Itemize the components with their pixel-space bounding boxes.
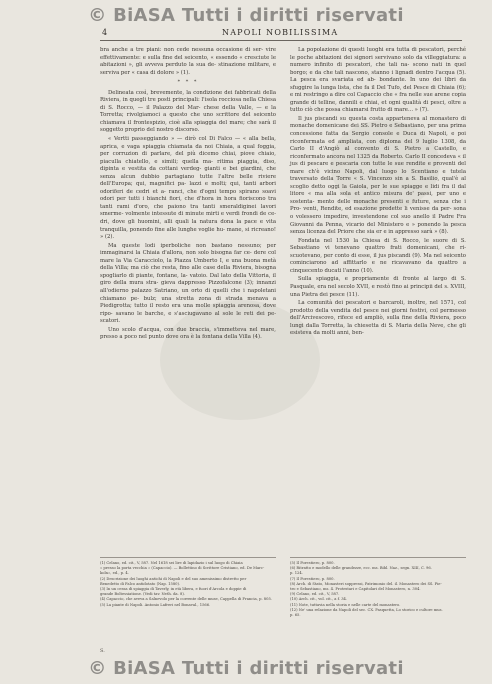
right-text-column xyxy=(290,47,466,339)
paragraph: « Vertti passeggiando » — dirò col Di Falco — « alla bella, aprica, e vaga spiaggia chiamata da noi Chiaia, a qual foggia, per corruzion di parlare, del più dicemo chiai, piove chiaio, piaculla chiatello, e simili; quella ma- ritima piaggia, diso, dipinta e vestita da cottani verdeg- gianti e bei giardini, che senza alcun dubbio partagiano tutte l'altre belle riviere dell'Europa; qui, magnifici pa- lazzi e molti; qui, tanti arbori odoriferi de cedri et a- ranci, che d'ogni tempo spirano soavi odori per tutti i bianchi fiori, che d'hora in hora fioriscono tra tanti rami d'oro, che paiono tra tanti smeraldiginei lavori smerme- volmente intessute di minute mirti e verdi frondi de ce- dri, dove gli huomini, alli quali la natura dona la pace e vita tranquilla, ponendo fine alle lunghe voglie hu- mane, si ricreano! » (2). xyxy=(100,136,276,241)
paragraph: La popolazione di questi luoghi era tutta di pescatori, perché le poche abitazioni dei signori servivano solo da villeggiatura: a numero infinito di pescatori, che tali na- scono nati in quel borgo; e da che tali nascono, stanno i lignadi dentro l'acqua (5). La pesca era svariata ed ab- bondante. In uno dei libri da sfuggire la lunga lista, che fa il Del Tufo, del Pesce di Chiaia (6); e mi restringo a dire col Capaccio che « fra nelle sue arene copia grande di telline, dannili e chiai, et ogni qualità di pesci, oltre a tutto ciò che possa chiamarsi frutto di mare... » (7). xyxy=(290,47,466,114)
paragraph: bra anche a tre piani: non cede nessuna occasione di ser- vire effettivamente: e sulla fine del seicento, « essendo « cresciute le abitazioni », gli avveva perduto la sua de- stinazione militare, e serviva per « casa di dolore » (1). xyxy=(100,47,276,76)
paragraph: Uno scolo d'acqua, con due braccia, s'immetteva nel mare, presso a poco nel punto dove ora è la fontana della Villa (4). xyxy=(100,326,276,341)
signature-mark: S. xyxy=(100,648,105,654)
watermark-top: © BiASA Tutti i diritti riservati xyxy=(88,5,404,26)
footnote-line: (12) Ne' una relazione da Napoli del sec. CX. Pasquetta, Lo storico e cultore mus. xyxy=(290,607,443,612)
footnote-line: (4) Capaccio, che aveva a Salnevolo per la corrente delle muse, Cappella di Francia, p. 805. xyxy=(100,597,273,602)
watermark-bottom: © BiASA Tutti i diritti riservati xyxy=(88,658,404,679)
paragraph: La comunità dei pescatori e barcaroli, inoltre, nel 1571, col prodotto della vendita del pesce nei giorni festivi, col permesso dell'Arcivescovo, rifece ed ampliò, sulla fine della Riviera, poco lungi dalla Torretta, la chiesetta di S. Maria della Neve, che gli esisteva da molti anni, ben- xyxy=(290,300,466,337)
footnote-line: (3) In un cessa di spiaggia di Taverly, in età libera, e fuori d'Arcola e doppie di xyxy=(100,587,247,592)
paragraph: Delineata così, brevemente, la condizione dei fabbricati della Riviera, in quegli tre posti principali: l'isola rocciosa nella Chiesa di S. Rocco, — il Palazzo del Mar- chese della Valle, — e la Torretta; rivolgiamoci a questo che uno scrittore del seicento chiamava il frontespizio, cioè alla spiaggia del mare; che sarà il soggetto proprio del nostro discorso. xyxy=(100,89,276,134)
paragraph: Fondata nel 1530 la Chiesa di S. Rocco, le suore di S. Sebastiano vi tenevano quattro frati domenicani, che ri- scuotevano, per conto di esse, il jus piscandi (9). Ma nel seicento cominciarono ad affittarlo e ne ricavavano da quattro a cinquecento ducati l'anno (10). xyxy=(290,237,466,274)
paragraph: Sulla spiaggia, e propriamente di fronte al largo di S. Pasquale, era nel secolo XVII, e restò fino ai principii del s. XVIII, una Pietra dei pesce (11). xyxy=(290,276,466,298)
paragraph: Ma queste lodi iperboliche non bastano nessuno; per immaginarsi la Chiaia d'allora, non solo bisogna far ce- dere col mare la Via Caracciolo, la Piazza Umberto I, e una buona metà della Villa; ma ciò che resta, fino alle case della Riviera, bisogna spogliarlo di piante, fontane, la- vatoio. Dal lato della Vittoria, il giro della mura stra- gieva dappresso Pizzofalcone (3); innanzi all'odierno palazzo Satriano, un orto di quelli che i napoletani chiamano pe- bulz; una stretta zona di strada menava a Piedigrotta; tutto il resto era una molle spiaggia arenosa, dove ripo- savano le barche, e s'asciugavano al sole le reti dei pe- scatori. xyxy=(100,242,276,325)
page-number: 4 xyxy=(102,28,108,37)
footnote-line: (8) Arch. di Stato, Monasteri soppressi, Patrimonio del. il. Monastero dei SS. Pie- xyxy=(290,581,442,586)
footnote-line: (2) Descrizione dei luoghi antichi di Napoli e del suo amenissimo distretto per xyxy=(100,576,247,581)
footnote-line: (9) Celano, ed. cit., V, 587. xyxy=(290,592,340,597)
footnote-line: (10) Arch. cit., vol. cit., a f. 34. xyxy=(290,597,348,602)
section-divider: * * * xyxy=(177,79,199,86)
footnote-line: (6) Ritratto e modello delle grandezze, ecc. ms. Bibl. Naz., segn. XIII, C. 96. xyxy=(290,566,432,571)
footnote-line: « presso la porta vecchia » (Capaccio). — Bollettino di Scrittore Cristiano, ed. De Marc- xyxy=(100,566,265,571)
footnote-line: grande Boltessiatione. (Vedi tav. Neth. da. 8). xyxy=(100,592,185,597)
footnote-line: Benedetto di Falco antidotato (Nap. 1580). xyxy=(100,581,181,586)
footnotes-left xyxy=(100,561,276,608)
footnote-line: p. 124. xyxy=(290,571,303,576)
footnote-line: (5) La piante di Napoli. Antonio Lafreri nel Bonaval., 1566. xyxy=(100,602,211,607)
running-title: NAPOLI NOBILISSIMA xyxy=(222,28,339,37)
footnote-rule-right xyxy=(290,557,466,558)
footnote-line: koln», ed., p. 4. xyxy=(100,571,129,576)
footnote-line: (5) Il Forestiero, p. 800. xyxy=(290,561,335,565)
left-text-column xyxy=(100,47,276,343)
footnote-rule-left xyxy=(100,557,276,558)
paragraph: Il jus piscandi su questa costa apparteneva al monastero di monache domenicane dei SS. Pietro e Sebastiano, per una prima concessione fatta da Sergio console e Duca di Napoli, e poi riconfermata ed ampliata, con diploma del 9 luglio 1308, da Carlo II d'Angiò al convento di S. Pietro a Castello, e riconfermato ancora nel 1325 da Roberto. Carlo II concedeva « il jus di pescare e pescaria con tutte le sue rendite e proventi del mare ch'è vicino Napoli, dal luogo lo Scentiano e tutela traversato della Torre « S. Vincenzo sin a S. Basilio, qual'è al scoglio detto oggi la Gaiola, per le sue spiagge e lidi fra il dal litore « ma alla sola et antico misura de' passi, per uno e sostenta- mento delle monache presenti e future, senza che i Pro- venti, Rendite, ed esazione predette li venisse da per- sona o volessero impedire, investendone col suo anello il Padre Fra Giovanni da Penna, vicario del Ministero e » ponendo la pesca senza licenza del Priore che sia er e in appresso sarà » (8). xyxy=(290,115,466,236)
footnote-line: tro e Sebastiano, ms. 4. Protestari e Capitolari del Monastero, n. 304. xyxy=(290,587,421,592)
footnote-line: (1) Celano, ed. cit., V, 587. Nel 1618 sei lire di lapidazio i sul luogo di Chiaia xyxy=(100,561,243,565)
footnote-line: (11) Note, tuttavia nella storia e nelle carte del monastero. xyxy=(290,602,401,607)
footnotes-right xyxy=(290,561,466,618)
footnote-line: p. 65. xyxy=(290,613,301,618)
header-rule xyxy=(100,40,462,41)
footnote-line: (7) Il Forestiero, p. 800. xyxy=(290,576,335,581)
